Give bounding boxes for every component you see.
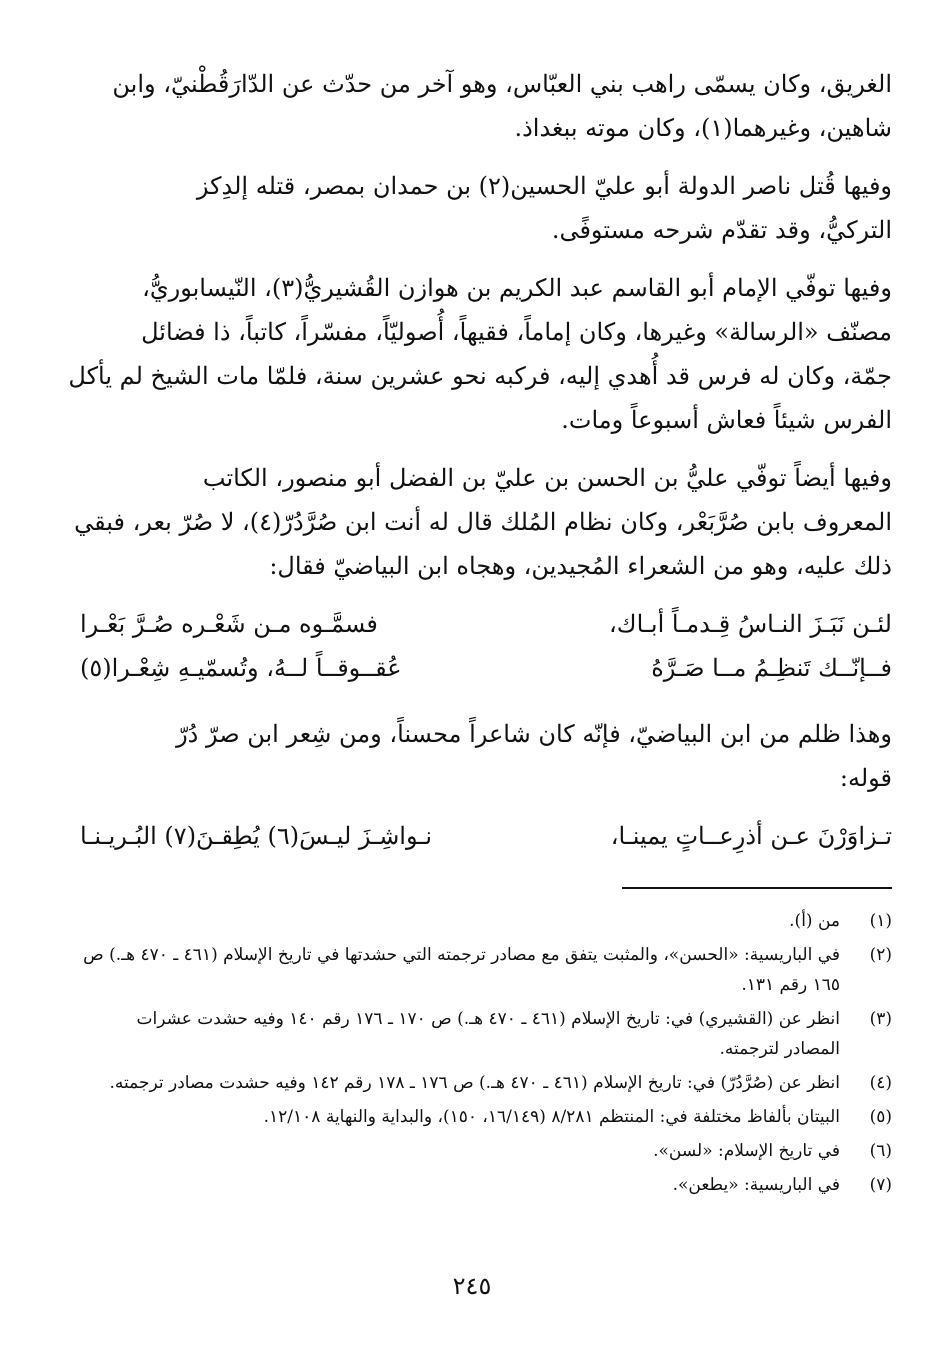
main-text [68, 62, 892, 880]
footnote-number: (١) [869, 911, 892, 931]
verse-line [80, 646, 892, 690]
footnote-text: انظر عن (صُرَّدُرّ) في: تاريخ الإسلام (٤٦١ ـ ٤٧٠ هـ.) ص ١٧٦ ـ ١٧٨ رقم ١٤٢ وفيه حشدت مصادر ترجمته. [109, 1073, 840, 1093]
footnote-number: (٣) [869, 1009, 892, 1029]
verse-second-hemistich: عُقــوقــاً لــهُ، وتُسمّيـهِ شِعْـرا(٥) [80, 654, 402, 682]
text-line: مصنّف «الرسالة» وغيرها، وكان إماماً، فقيهاً، أُصوليّاً، مفسّراً، كاتباً، ذا فضائل [141, 318, 892, 346]
text-line: شاهين، وغيرهما(١)، وكان موته ببغداذ. [514, 114, 892, 142]
poem-verses [80, 602, 892, 690]
text-line: الغريق، وكان يسمّى راهب بني العبّاس، وهو آخر من حدّث عن الدّارَقُطْنيّ، وابن [112, 70, 892, 98]
page-number: ٢٤٥ [452, 1272, 492, 1300]
footnote-text: في تاريخ الإسلام: «لسن». [653, 1141, 840, 1161]
text-line: قوله: [839, 764, 892, 792]
text-line: التركيُّ، وقد تقدّم شرحه مستوفًى. [551, 216, 892, 244]
footnote-number: (٤) [869, 1073, 892, 1093]
verse-line [80, 814, 892, 858]
footnote [80, 1068, 892, 1098]
footnote-text: في الباريسية: «الحسن»، والمثبت يتفق مع مصادر ترجمته التي حشدتها في تاريخ الإسلام (٤٦١ ـ ٤٧٠ هـ.) ص ١٦٥ رقم ١٣١. [83, 945, 840, 995]
footnote-text: من (أ). [789, 911, 840, 931]
paragraph [80, 164, 892, 252]
footnote-number: (٦) [869, 1141, 892, 1161]
footnote [80, 940, 892, 1000]
verse-first-hemistich: لئـن نَبَـزَ النـاسُ قِـدمـاً أبـاك، [609, 610, 892, 638]
footnote [80, 906, 892, 936]
verse-first-hemistich: تـزاوَرْنَ عـن أذرِعــاتٍ يمينـا، [610, 822, 892, 850]
verse-first-hemistich: فــإنّــك تَنظِـمُ مــا صَـرَّهُ [651, 654, 892, 682]
footnote [80, 1136, 892, 1166]
footnote-text: البيتان بألفاظ مختلفة في: المنتظم ٨/٢٨١ (١٦/١٤٩، ١٥٠)، والبداية والنهاية ١٢/١٠٨. [263, 1107, 840, 1127]
text-line: ذلك عليه، وهو من الشعراء المُجيدين، وهجاه ابن البياضيّ فقال: [269, 552, 892, 580]
poem-verses [80, 814, 892, 858]
footnote [80, 1004, 892, 1064]
footnote [80, 1102, 892, 1132]
paragraph [74, 456, 892, 588]
verse-line [80, 602, 892, 646]
footnote [80, 1170, 892, 1200]
footnote-separator [622, 887, 892, 889]
footnote-number: (٥) [869, 1107, 892, 1127]
paragraph [80, 712, 892, 800]
footnote-text: في الباريسية: «يطعن». [672, 1175, 840, 1195]
text-line: وفيها توفّي الإمام أبو القاسم عبد الكريم بن هوازن القُشيريُّ(٣)، النّيسابوريُّ، [142, 274, 892, 302]
text-line: وهذا ظلم من ابن البياضيّ، فإنّه كان شاعراً محسناً، ومن شِعر ابن صرّ دُرّ [176, 720, 892, 748]
footnote-text: انظر عن (القشيري) في: تاريخ الإسلام (٤٦١ ـ ٤٧٠ هـ.) ص ١٧٠ ـ ١٧٦ رقم ١٤٠ وفيه حشدت عشرات المصادر لترجمته. [136, 1009, 840, 1059]
footnote-number: (٧) [869, 1175, 892, 1195]
text-line: الفرس شيئاً فعاش أسبوعاً ومات. [561, 406, 892, 434]
paragraph [80, 62, 892, 150]
paragraph [68, 266, 892, 442]
verse-second-hemistich: فسمَّـوه مـن شَعْـره صُـرَّ بَعْـرا [80, 610, 378, 638]
footnotes [80, 906, 892, 1204]
text-line: وفيها قُتل ناصر الدولة أبو عليّ الحسين(٢) بن حمدان بمصر، قتله إلدِكز [196, 172, 892, 200]
text-line: المعروف بابن صُرَّبَعْر، وكان نظام المُلك قال له أنت ابن صُرَّدُرّ(٤)، لا صُرّ بعر، فبقي [74, 508, 892, 536]
footnote-number: (٢) [869, 945, 892, 965]
text-line: جمّة، وكان له فرس قد أُهدي إليه، فركبه نحو عشرين سنة، فلمّا مات الشيخ لم يأكل [68, 362, 892, 390]
verse-second-hemistich: نـواشِـزَ ليـسَ(٦) يُطِقـنَ(٧) البُـريـنـا [80, 822, 433, 850]
text-line: وفيها أيضاً توفّي عليُّ بن الحسن بن عليّ بن الفضل أبو منصور، الكاتب [202, 464, 892, 492]
